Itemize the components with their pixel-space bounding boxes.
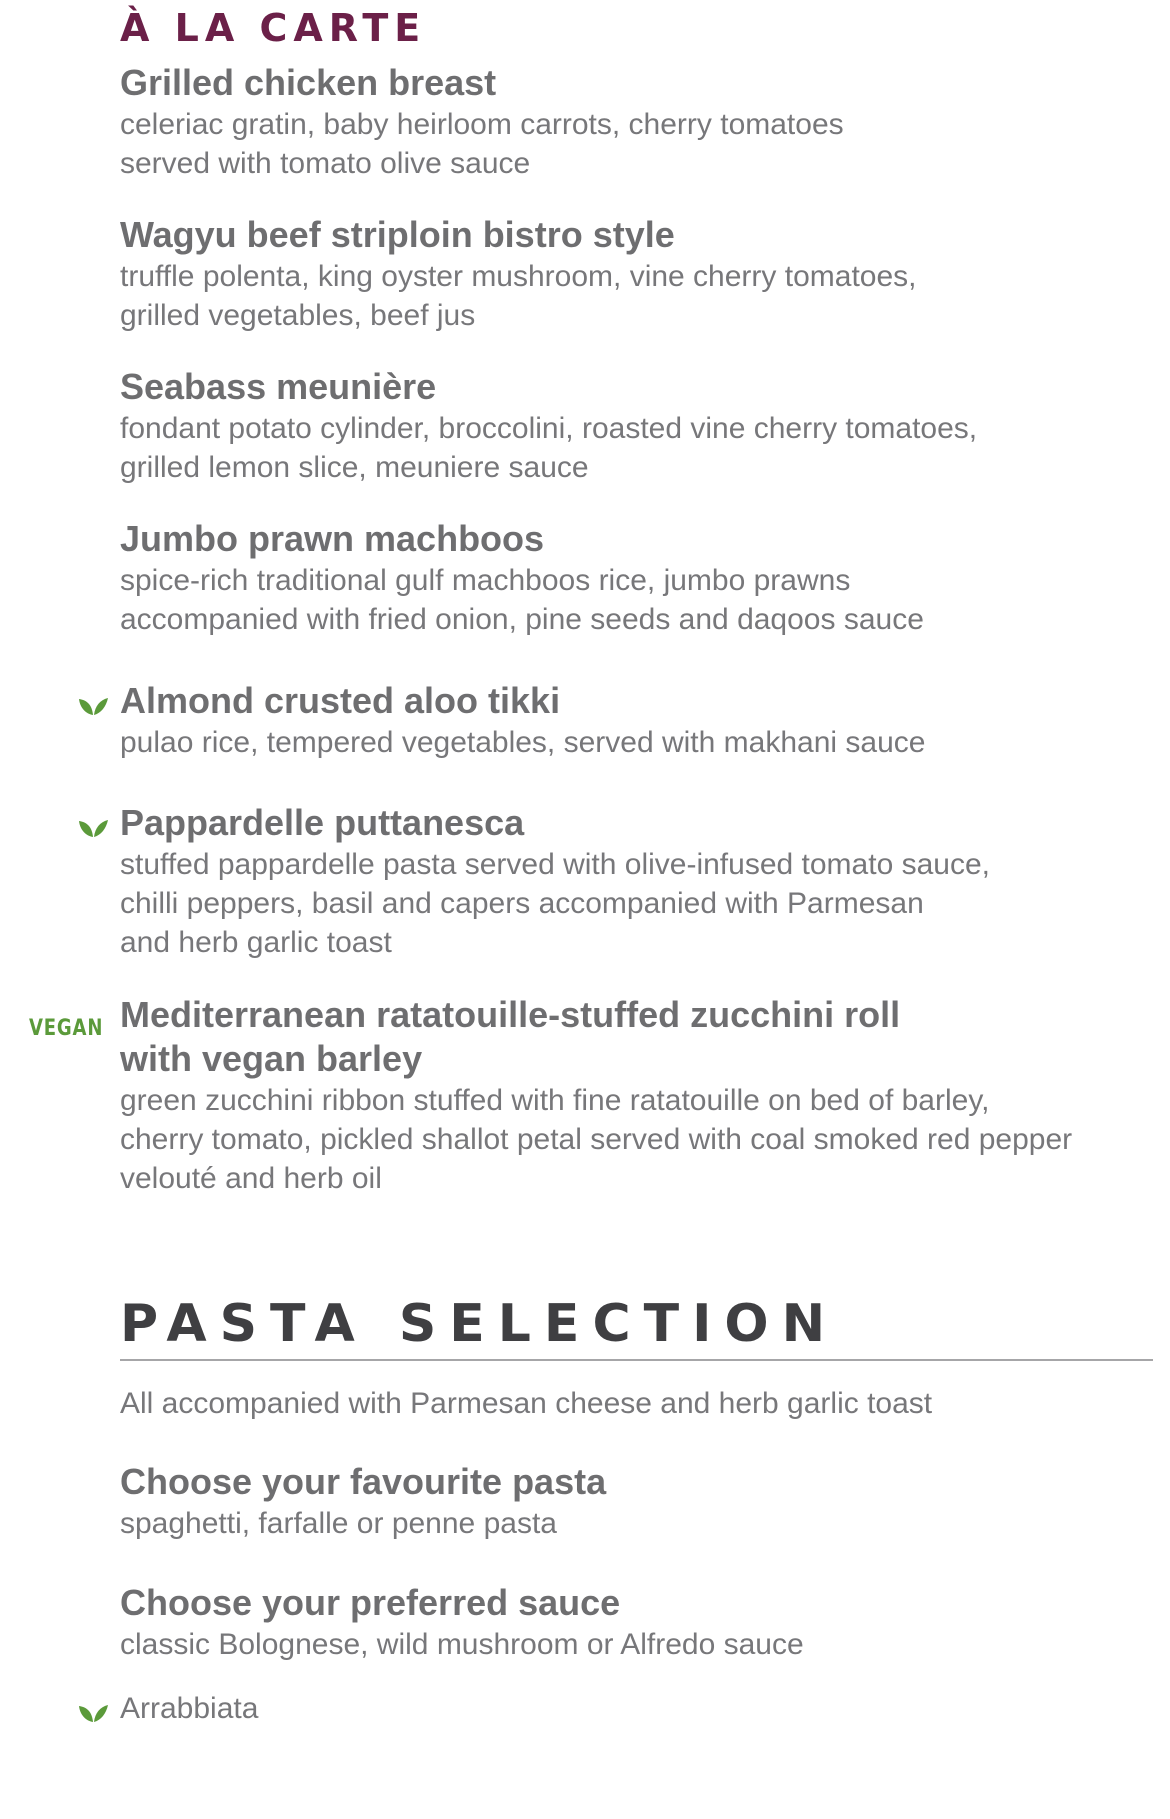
menu-item — [120, 61, 1150, 183]
menu-item — [120, 801, 1150, 962]
menu-item — [120, 993, 1150, 1198]
section-heading-a-la-carte: À LA CARTE — [120, 6, 427, 50]
menu-item-description — [120, 257, 1150, 335]
description-line: spice-rich traditional gulf machboos rice, jumbo prawns — [120, 564, 851, 597]
menu-item-description — [120, 723, 1150, 762]
menu-item-description — [120, 845, 1150, 962]
description-line: spaghetti, farfalle or penne pasta — [120, 1507, 557, 1540]
menu-item-name — [120, 993, 1150, 1081]
description-line: velouté and herb oil — [120, 1162, 382, 1195]
menu-item — [120, 1581, 1150, 1664]
description-line: and herb garlic toast — [120, 926, 392, 959]
description-line: accompanied with fried onion, pine seeds and daqoos sauce — [120, 603, 924, 636]
menu-item-description — [120, 409, 1150, 487]
menu-item-name: Choose your preferred sauce — [120, 1582, 621, 1623]
menu-item-description — [120, 561, 1150, 639]
description-line: celeriac gratin, baby heirloom carrots, cherry tomatoes — [120, 108, 844, 141]
description-line: served with tomato olive sauce — [120, 147, 531, 180]
menu-item-description — [120, 1081, 1150, 1198]
menu-item-name: Choose your favourite pasta — [120, 1461, 607, 1502]
description-line: cherry tomato, pickled shallot petal served with coal smoked red pepper — [120, 1123, 1073, 1156]
section-note: All accompanied with Parmesan cheese and herb garlic toast — [120, 1387, 933, 1420]
name-line: with vegan barley — [120, 1038, 423, 1079]
menu-item-description — [120, 105, 1150, 183]
description-line: stuffed pappardelle pasta served with olive-infused tomato sauce, — [120, 848, 990, 881]
leaf-icon — [77, 692, 109, 718]
description-line: chilli peppers, basil and capers accompanied with Parmesan — [120, 887, 924, 920]
menu-item-name: Jumbo prawn machboos — [120, 518, 545, 559]
menu-item-name: Almond crusted aloo tikki — [120, 680, 561, 721]
section-divider — [120, 1359, 1153, 1361]
description-line: truffle polenta, king oyster mushroom, vine cherry tomatoes, — [120, 260, 917, 293]
leaf-icon — [77, 814, 109, 840]
vegan-badge: VEGAN — [29, 1016, 104, 1041]
name-line: Mediterranean ratatouille-stuffed zucchini roll — [120, 994, 901, 1035]
description-line: grilled vegetables, beef jus — [120, 299, 476, 332]
menu-item — [120, 365, 1150, 487]
menu-item — [120, 517, 1150, 639]
description-line: green zucchini ribbon stuffed with fine ratatouille on bed of barley, — [120, 1084, 990, 1117]
description-line: grilled lemon slice, meuniere sauce — [120, 451, 589, 484]
menu-item-name: Pappardelle puttanesca — [120, 802, 525, 843]
description-line: pulao rice, tempered vegetables, served with makhani sauce — [120, 726, 926, 759]
menu-item — [120, 679, 1150, 762]
menu-item-description — [120, 1625, 1150, 1664]
sauce-option-arrabbiata: Arrabbiata — [120, 1692, 259, 1725]
leaf-icon — [77, 1699, 109, 1725]
menu-item — [120, 1460, 1150, 1543]
menu-item-name: Seabass meunière — [120, 366, 437, 407]
description-line: fondant potato cylinder, broccolini, roasted vine cherry tomatoes, — [120, 412, 978, 445]
description-line: classic Bolognese, wild mushroom or Alfredo sauce — [120, 1628, 804, 1661]
menu-item-name: Wagyu beef striploin bistro style — [120, 214, 675, 255]
section-heading-pasta-selection: PASTA SELECTION — [120, 1294, 839, 1354]
menu-item-name: Grilled chicken breast — [120, 62, 497, 103]
menu-item-description — [120, 1504, 1150, 1543]
menu-item — [120, 213, 1150, 335]
